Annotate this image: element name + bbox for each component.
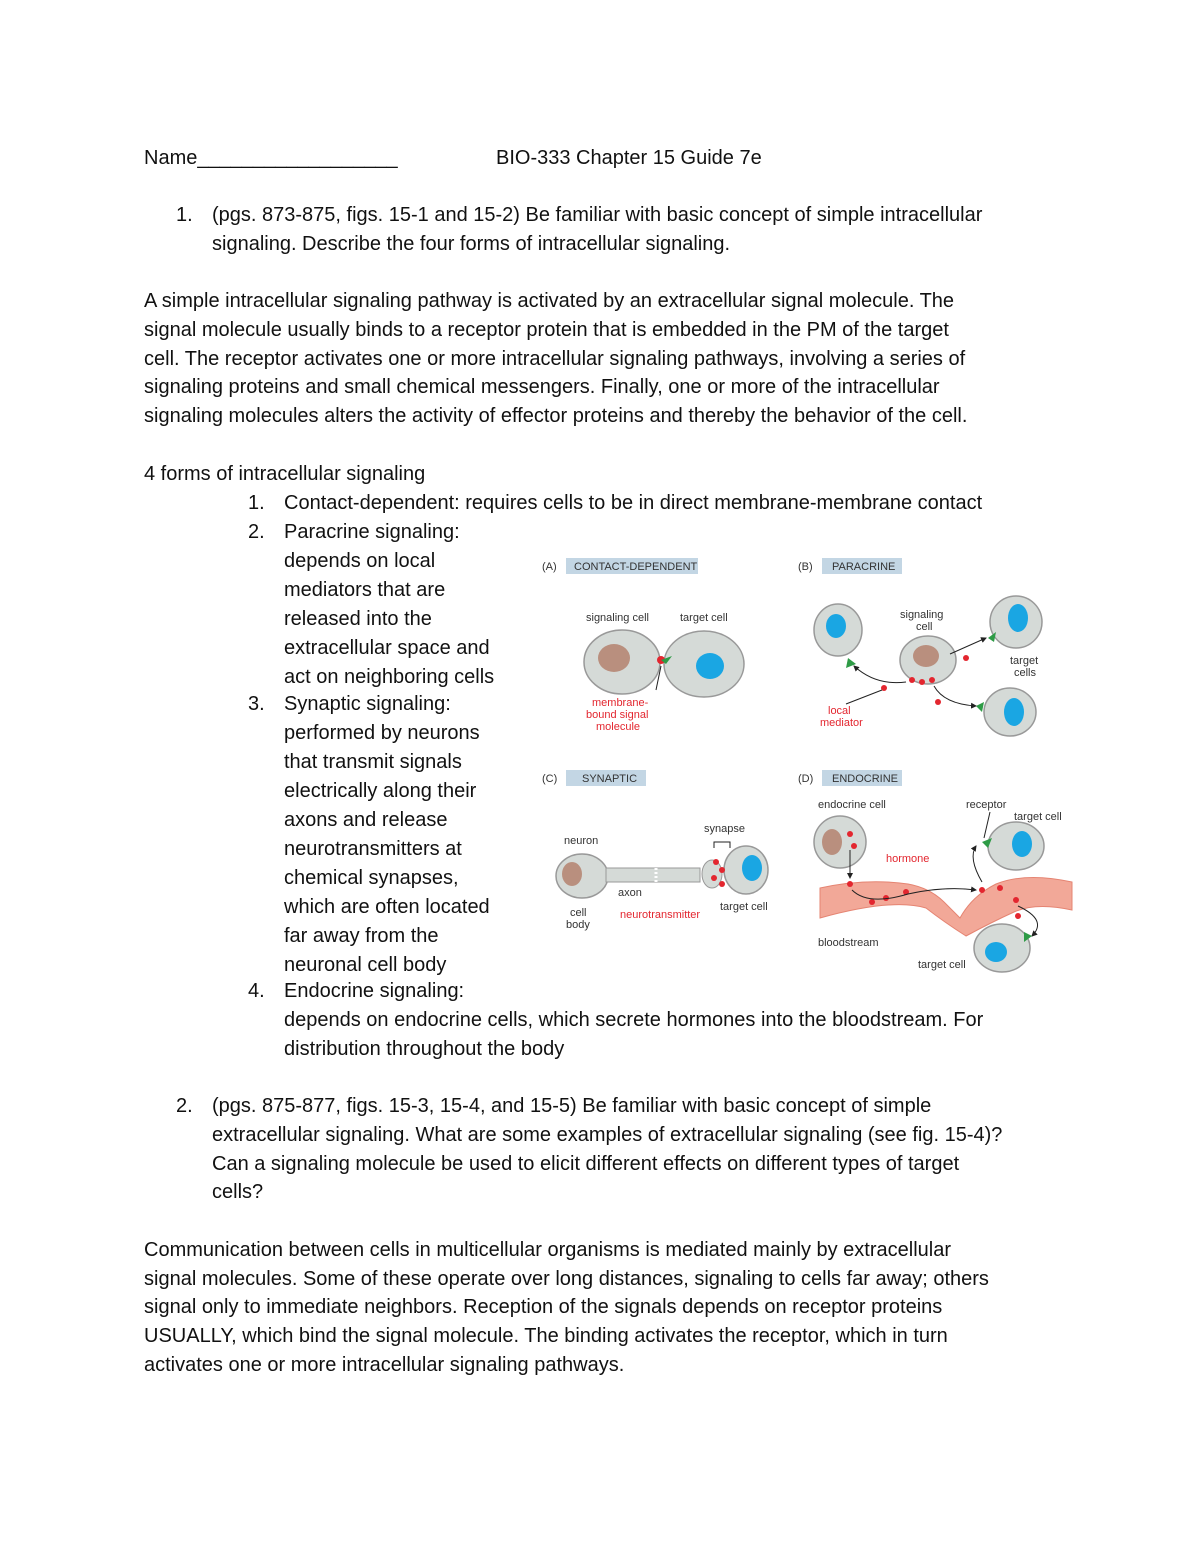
form-item-text bbox=[284, 690, 516, 980]
neurotransmitter-dot bbox=[719, 881, 725, 887]
form-item-text bbox=[284, 977, 1084, 1064]
form-item-line: distribution throughout the body bbox=[284, 1038, 565, 1060]
form-item-line: electrically along their bbox=[284, 780, 477, 802]
receptor-label: receptor bbox=[966, 799, 1007, 811]
form-item-line: mediators that are bbox=[284, 579, 446, 601]
panel-endocrine bbox=[798, 770, 1072, 972]
local-mediator-dot bbox=[935, 699, 941, 705]
answer-1-line: A simple intracellular signaling pathway is activated by an extracellular signal molecule. The bbox=[144, 290, 955, 312]
question-2-line: extracellular signaling. What are some examples of extracellular signaling (see fig. 15-4)? bbox=[212, 1124, 1003, 1146]
document-title: BIO-333 Chapter 15 Guide 7e bbox=[496, 147, 762, 169]
pointer-line bbox=[984, 812, 990, 838]
forms-heading: 4 forms of intracellular signaling bbox=[144, 463, 426, 485]
question-1-number: 1. bbox=[176, 204, 193, 226]
nucleus bbox=[826, 614, 846, 638]
nucleus bbox=[598, 644, 630, 672]
bloodstream-label: bloodstream bbox=[818, 937, 879, 949]
nucleus bbox=[1008, 604, 1028, 632]
name-field-label: Name__________________ bbox=[144, 147, 398, 169]
hormone-dot bbox=[847, 831, 853, 837]
arrow bbox=[950, 638, 986, 654]
answer-1-line: signal molecule usually binds to a receptor protein that is embedded in the PM of the target bbox=[144, 319, 949, 341]
nucleus bbox=[562, 862, 582, 886]
target-cell-label: target cell bbox=[720, 901, 768, 913]
answer-2-line: signal only to immediate neighbors. Reception of the signals depends on receptor proteins bbox=[144, 1296, 943, 1318]
hormone-dot bbox=[851, 843, 857, 849]
target-cell-label: target cell bbox=[680, 612, 728, 624]
question-2-line: (pgs. 875-877, figs. 15-3, 15-4, and 15-5) Be familiar with basic concept of simple bbox=[212, 1095, 932, 1117]
answer-1-line: signaling proteins and small chemical messengers. Finally, one or more of the intracellular bbox=[144, 376, 940, 398]
nucleus bbox=[913, 645, 939, 667]
hormone-dot bbox=[869, 899, 875, 905]
answer-1-line: cell. The receptor activates one or more intracellular signaling pathways, involving a series of bbox=[144, 348, 966, 370]
signaling-label: cell bbox=[916, 621, 933, 633]
local-mediator-label: mediator bbox=[820, 717, 863, 729]
panel-contact-dependent bbox=[542, 558, 744, 733]
local-mediator-label: local bbox=[828, 705, 851, 717]
local-mediator-dot bbox=[919, 679, 925, 685]
form-item-text bbox=[284, 518, 516, 692]
panel-title: SYNAPTIC bbox=[582, 773, 638, 785]
form-item-line: depends on endocrine cells, which secrete hormones into the bloodstream. For bbox=[284, 1009, 984, 1031]
panel-letter: (D) bbox=[798, 773, 814, 785]
bloodstream bbox=[820, 877, 1072, 936]
receptor bbox=[976, 702, 984, 712]
synapse-bracket bbox=[714, 842, 730, 848]
form-item-line: released into the bbox=[284, 608, 432, 630]
nucleus bbox=[822, 829, 842, 855]
hormone-dot bbox=[1013, 897, 1019, 903]
neuron-label: neuron bbox=[564, 835, 599, 847]
local-mediator-dot bbox=[909, 677, 915, 683]
neurotransmitter-dot bbox=[711, 875, 717, 881]
answer-2-line: Communication between cells in multicellular organisms is mediated mainly by extracellular bbox=[144, 1239, 952, 1261]
molecule-label: bound signal bbox=[586, 709, 649, 721]
form-item-line: neurotransmitters at bbox=[284, 838, 462, 860]
form-item-line: axons and release bbox=[284, 809, 448, 831]
panel-letter: (B) bbox=[798, 561, 813, 573]
form-item-number: 2. bbox=[248, 521, 265, 543]
hormone-dot bbox=[997, 885, 1003, 891]
hormone-dot bbox=[847, 881, 853, 887]
form-item-line: performed by neurons bbox=[284, 722, 480, 744]
signaling-label: signaling bbox=[900, 609, 944, 621]
form-item-text: Contact-dependent: requires cells to be in direct membrane-membrane contact bbox=[284, 492, 983, 514]
question-1-line-2: signaling. Describe the four forms of intracellular signaling. bbox=[212, 233, 731, 255]
local-mediator-dot bbox=[929, 677, 935, 683]
answer-2-line: activates one or more intracellular signaling pathways. bbox=[144, 1354, 625, 1376]
arrow bbox=[973, 846, 982, 882]
axon-label: axon bbox=[618, 887, 642, 899]
question-1-line-1: (pgs. 873-875, figs. 15-1 and 15-2) Be familiar with basic concept of simple intracellular bbox=[212, 204, 983, 226]
panel-title: CONTACT-DEPENDENT bbox=[574, 561, 698, 573]
axon-terminal bbox=[702, 860, 722, 888]
cell-body-label: body bbox=[566, 919, 590, 931]
hormone-dot bbox=[979, 887, 985, 893]
form-item-number: 3. bbox=[248, 693, 265, 715]
form-item-number: 4. bbox=[248, 980, 265, 1002]
form-item-line: neuronal cell body bbox=[284, 954, 447, 976]
form-item-line: Synaptic signaling: bbox=[284, 693, 451, 715]
cell-signaling-figure bbox=[536, 550, 1076, 980]
neurotransmitter-dot bbox=[713, 859, 719, 865]
question-2-line: cells? bbox=[212, 1181, 264, 1203]
question-2-number: 2. bbox=[176, 1095, 193, 1117]
signaling-cell-label: signaling cell bbox=[586, 612, 649, 624]
target-cell-label: target cell bbox=[1014, 811, 1062, 823]
answer-1-line: signaling molecules alters the activity of effector proteins and thereby the behavior of the cell. bbox=[144, 405, 968, 427]
nucleus bbox=[1012, 831, 1032, 857]
panel-letter: (A) bbox=[542, 561, 557, 573]
nucleus bbox=[742, 855, 762, 881]
molecule-label: membrane- bbox=[592, 697, 649, 709]
synapse-label: synapse bbox=[704, 823, 745, 835]
target-cell-label: target cell bbox=[918, 959, 966, 971]
answer-2-line: USUALLY, which bind the signal molecule. The binding activates the receptor, which in turn bbox=[144, 1325, 948, 1347]
panel-title: ENDOCRINE bbox=[832, 773, 899, 785]
question-2-line: Can a signaling molecule be used to elicit different effects on different types of target bbox=[212, 1153, 960, 1175]
form-item-line: act on neighboring cells bbox=[284, 666, 495, 688]
form-item-line: Endocrine signaling: bbox=[284, 980, 465, 1002]
hormone-label: hormone bbox=[886, 853, 930, 865]
pointer-line bbox=[846, 690, 882, 704]
axon bbox=[606, 868, 700, 882]
nucleus bbox=[985, 942, 1007, 962]
panel-title: PARACRINE bbox=[832, 561, 896, 573]
hormone-dot bbox=[1015, 913, 1021, 919]
target-cells-label: target bbox=[1010, 655, 1039, 667]
target-cells-label: cells bbox=[1014, 667, 1037, 679]
panel-paracrine bbox=[798, 558, 1042, 736]
answer-2-line: signal molecules. Some of these operate over long distances, signaling to cells far away; others bbox=[144, 1268, 989, 1290]
form-item-line: Paracrine signaling: bbox=[284, 521, 460, 543]
arrow bbox=[854, 666, 906, 683]
nucleus bbox=[1004, 698, 1024, 726]
neurotransmitter-dot bbox=[719, 867, 725, 873]
form-item-line: depends on local bbox=[284, 550, 436, 572]
form-item-line: that transmit signals bbox=[284, 751, 462, 773]
form-item-line: extracellular space and bbox=[284, 637, 490, 659]
molecule-label: molecule bbox=[596, 721, 641, 733]
endocrine-cell-label: endocrine cell bbox=[818, 799, 886, 811]
local-mediator-dot bbox=[963, 655, 969, 661]
panel-letter: (C) bbox=[542, 773, 558, 785]
neurotransmitter-label: neurotransmitter bbox=[620, 909, 701, 921]
form-item-number: 1. bbox=[248, 492, 265, 514]
form-item-line: chemical synapses, bbox=[284, 867, 459, 889]
nucleus bbox=[696, 653, 724, 679]
cell-body-label: cell bbox=[570, 907, 587, 919]
form-item-line: which are often located bbox=[284, 896, 490, 918]
form-item-line: far away from the bbox=[284, 925, 439, 947]
panel-synaptic bbox=[542, 770, 768, 931]
